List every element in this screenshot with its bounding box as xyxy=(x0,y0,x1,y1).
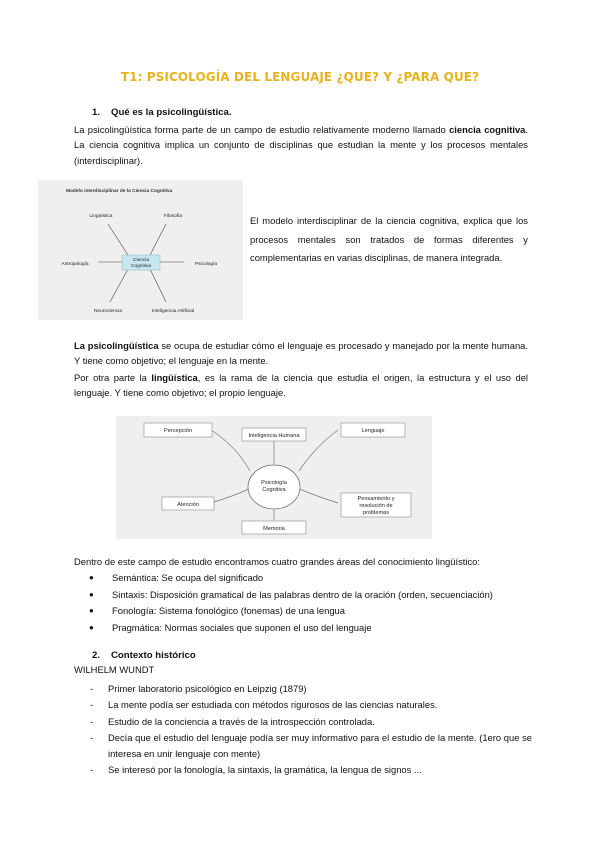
linguistic-areas-list xyxy=(74,570,534,637)
diagram1-node: Lingüística xyxy=(89,214,113,219)
diagram1-center-line1: Ciencia xyxy=(133,258,149,263)
diagram2-node: Atención xyxy=(177,502,199,508)
wundt-facts-list xyxy=(74,681,532,779)
paragraph-linguistics: Por otra parte la lingüística, es la rama de la ciencia que estudia el origen, la estructura y el uso del lenguaje. Y tiene como objetivo; el propio lenguaje. xyxy=(74,372,529,399)
list-item: - Decía que el estudio del lenguaje podía ser muy informativo para el estudio de la mente. (1ero que se interesa en unir lenguaje con mente) xyxy=(90,731,532,760)
list-item: - Primer laboratorio psicológico en Leipzig (1879) xyxy=(90,683,307,694)
section2-heading xyxy=(92,650,196,661)
diagram1-node: Filosofía xyxy=(163,214,183,219)
cognitive-psychology-diagram xyxy=(116,416,432,539)
diagram1-node: Antropología xyxy=(61,262,89,267)
paragraph-psycholinguistics: La psicolingüística se ocupa de estudiar cómo el lenguaje es procesado y manejado por la mente humana. Y tiene como objetivo; el lenguaje en la mente. xyxy=(74,340,528,367)
section1-heading xyxy=(92,107,232,118)
diagram2-node: problemas xyxy=(362,510,390,516)
list-item: ● Sintaxis: Disposición gramatical de las palabras dentro de la oración (orden, secuenciación) xyxy=(89,588,493,600)
diagram2-center-line2: Cognitiva xyxy=(262,487,286,493)
section2-heading-text: Contexto histórico xyxy=(111,650,196,661)
section1-heading-text: Qué es la psicolingüística. xyxy=(111,107,232,118)
section2-number: 2. xyxy=(92,650,101,661)
section1-number: 1. xyxy=(92,107,101,118)
areas-intro: Dentro de este campo de estudio encontramos cuatro grandes áreas del conocimiento lingüístico: xyxy=(74,556,480,567)
diagram2-node: Memoria xyxy=(263,526,285,532)
diagram1-node: Psicología xyxy=(194,262,218,267)
diagram1-title: Modelo interdisciplinar de la Ciencia Cognitiva xyxy=(66,189,173,194)
diagram2-node: Inteligencia Humana xyxy=(248,433,300,439)
list-item: ● Semántica: Se ocupa del significado xyxy=(89,572,264,583)
list-item: - Se interesó por la fonología, la sintaxis, la gramática, la lengua de signos ... xyxy=(90,764,422,776)
cognitive-science-diagram xyxy=(38,180,243,320)
diagram1-node: Inteligencia Artificial xyxy=(151,309,195,314)
list-item: ● Pragmática: Normas sociales que suponen el uso del lenguaje xyxy=(89,622,372,634)
paragraph-cognitive-science: La psicolingüística forma parte de un campo de estudio relativamente moderno llamado ciencia cognitiva. La ciencia cognitiva implica un conjunto de disciplinas que estudian la mente y los procesos mentales (interdisciplinar). xyxy=(74,124,528,166)
interdisciplinary-model-text: El modelo interdisciplinar de la ciencia cognitiva, explica que los procesos mentales son tratados de formas diferentes y complementarias en varias disciplinas, de manera integrada. xyxy=(250,215,528,263)
diagram1-center-line2: Cognitiva xyxy=(131,264,151,269)
list-item: - Estudio de la conciencia a través de la introspección controlada. xyxy=(90,715,375,727)
diagram2-node: resolución de xyxy=(359,503,393,509)
diagram1-node: Neurociencia xyxy=(94,309,122,314)
diagram2-node: Percepción xyxy=(164,428,192,434)
list-item: - La mente podía ser estudiada con métodos rigurosos de las ciencias naturales. xyxy=(90,699,438,711)
document-title: T1: PSICOLOGÍA DEL LENGUAJE ¿QUE? Y ¿PARA QUE? xyxy=(120,70,480,84)
diagram2-node: Lenguaje xyxy=(361,428,385,434)
person-name: WILHELM WUNDT xyxy=(74,664,155,675)
list-item: ● Fonología: Sistema fonológico (fonemas) de una lengua xyxy=(89,605,345,617)
diagram2-center-line1: Psicología xyxy=(261,480,287,486)
diagram2-node: Pensamiento y xyxy=(357,496,395,502)
